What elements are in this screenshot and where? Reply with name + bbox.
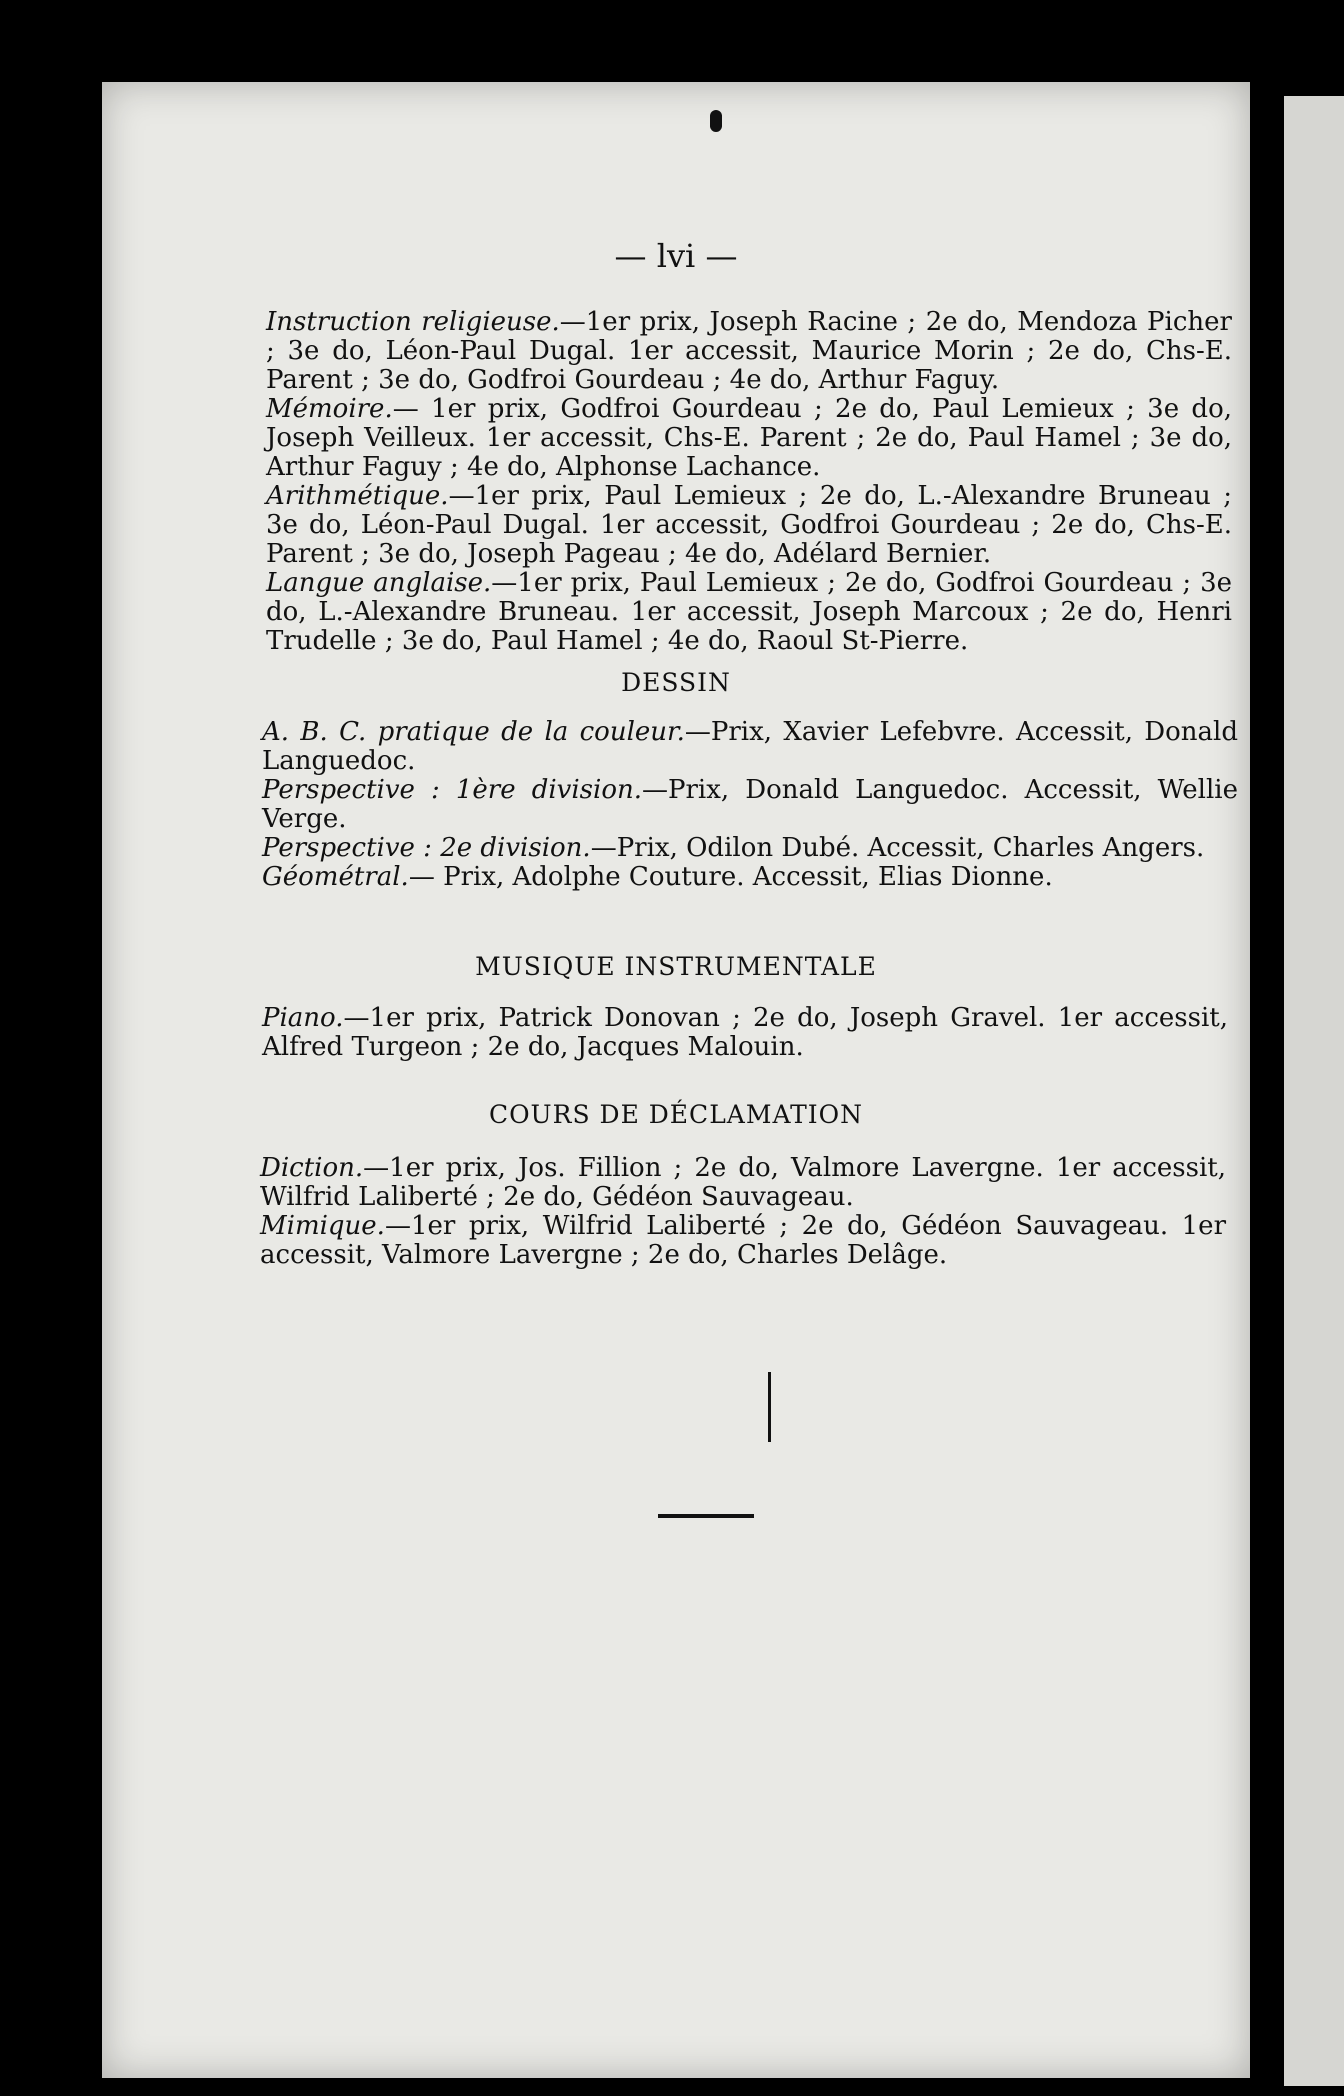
entry-arithmetique	[232, 482, 1232, 569]
section-declamation	[226, 1154, 1226, 1270]
entry-memoire	[232, 395, 1232, 482]
entry-perspective-1	[228, 776, 1238, 834]
entry-label: Mémoire.	[266, 394, 393, 424]
section-heading-declamation: COURS DE DÉCLAMATION	[488, 1100, 864, 1129]
entry-mimique	[226, 1212, 1226, 1270]
entry-label: Piano.	[262, 1003, 344, 1033]
entry-label: Langue anglaise.	[266, 568, 492, 598]
ink-speck	[710, 110, 722, 132]
entry-piano	[228, 1004, 1228, 1062]
adjacent-page-edge	[1284, 96, 1344, 2086]
document-page	[102, 82, 1250, 2078]
entry-label: A. B. C. pratique de la couleur.	[262, 717, 685, 747]
end-rule	[658, 1514, 754, 1518]
entry-langue-anglaise	[232, 569, 1232, 656]
entry-diction	[226, 1154, 1226, 1212]
entry-text: —1er prix, Joseph Racine ; 2e do, Mendoza Picher ; 3e do, Léon-Paul Dugal. 1er accessit, Maurice Morin ; 2e do, Chs-E. Parent ; 3e do, Godfroi Gourdeau ; 4e do, Arthur Faguy.	[266, 307, 1232, 395]
entry-text: — Prix, Adolphe Couture. Accessit, Elias Dionne.	[408, 862, 1053, 892]
entry-text: —1er prix, Wilfrid Laliberté ; 2e do, Gédéon Sauvageau. 1er accessit, Valmore Lavergne ; 2e do, Charles Delâge.	[260, 1211, 1226, 1270]
section-heading-dessin: DESSIN	[621, 668, 731, 697]
section-dessin	[228, 718, 1238, 892]
section-heading-musique: MUSIQUE INSTRUMENTALE	[475, 952, 877, 981]
entry-text: —Prix, Odilon Dubé. Accessit, Charles Angers.	[590, 833, 1205, 863]
entry-perspective-2	[228, 834, 1238, 863]
entry-label: Arithmétique.	[266, 481, 449, 511]
ink-speck	[768, 1372, 771, 1442]
entry-label: Perspective : 2e division.	[262, 833, 591, 863]
entry-text: — 1er prix, Godfroi Gourdeau ; 2e do, Paul Lemieux ; 3e do, Joseph Veilleux. 1er accessit, Chs-E. Parent ; 2e do, Paul Hamel ; 3e do, Arthur Faguy ; 4e do, Alphonse Lachance.	[266, 394, 1232, 482]
entry-label: Géométral.	[262, 862, 409, 892]
page-number: — lvi —	[614, 237, 738, 275]
entry-text: —1er prix, Jos. Fillion ; 2e do, Valmore Lavergne. 1er accessit, Wilfrid Laliberté ; 2e do, Gédéon Sauvageau.	[260, 1153, 1226, 1212]
entry-label: Diction.	[260, 1153, 364, 1183]
entry-abc-couleur	[228, 718, 1238, 776]
subject-list	[232, 308, 1232, 656]
entry-text: —Prix, Xavier Lefebvre. Accessit, Donald Languedoc.	[262, 717, 1238, 776]
entry-instruction-religieuse	[232, 308, 1232, 395]
entry-text: —1er prix, Paul Lemieux ; 2e do, Godfroi Gourdeau ; 3e do, L.-Alexandre Bruneau. 1er accessit, Joseph Marcoux ; 2e do, Henri Trudelle ; 3e do, Paul Hamel ; 4e do, Raoul St-Pierre.	[266, 568, 1232, 656]
entry-label: Perspective : 1ère division.	[262, 775, 642, 805]
section-musique	[228, 1004, 1228, 1062]
entry-text: —1er prix, Paul Lemieux ; 2e do, L.-Alexandre Bruneau ; 3e do, Léon-Paul Dugal. 1er accessit, Godfroi Gourdeau ; 2e do, Chs-E. Parent ; 3e do, Joseph Pageau ; 4e do, Adélard Bernier.	[266, 481, 1232, 569]
entry-label: Mimique.	[260, 1211, 385, 1241]
entry-geometral	[228, 863, 1238, 892]
entry-text: —1er prix, Patrick Donovan ; 2e do, Joseph Gravel. 1er accessit, Alfred Turgeon ; 2e do, Jacques Malouin.	[262, 1003, 1228, 1062]
entry-label: Instruction religieuse.	[266, 307, 560, 337]
entry-text: —Prix, Donald Languedoc. Accessit, Wellie Verge.	[262, 775, 1238, 834]
